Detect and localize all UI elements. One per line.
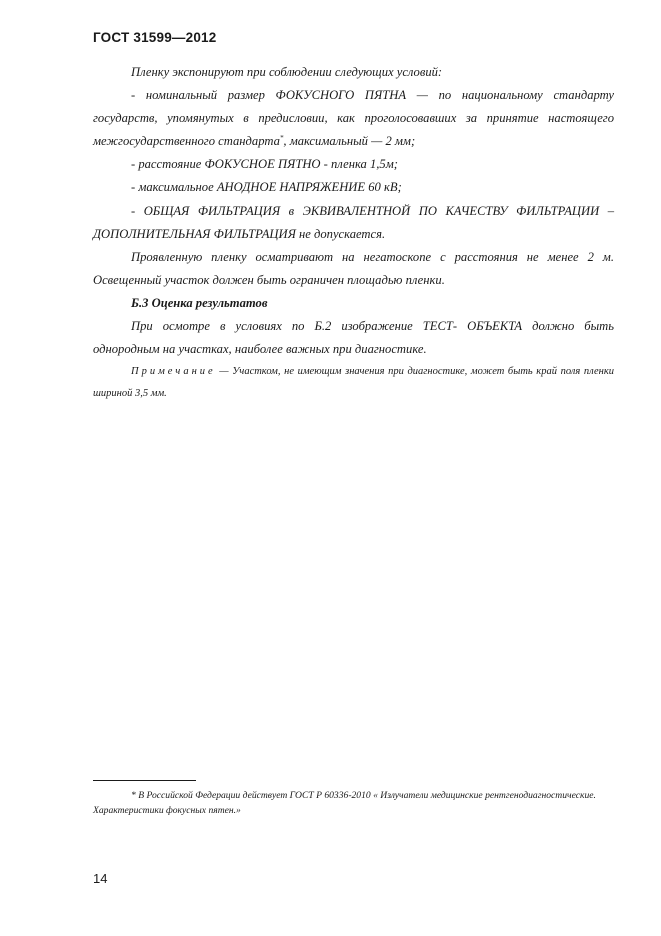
paragraph-conditions-intro: Пленку экспонируют при соблюдении следующих условий:: [131, 65, 443, 79]
main-text: [93, 61, 614, 405]
paragraph-distance: - расстояние ФОКУСНОЕ ПЯТНО - пленка 1,5м;: [131, 157, 398, 172]
note-text: — Участком, не имеющим значения при диагностике, может быть край поля пленки шириной 3,5 мм.: [93, 366, 614, 400]
note-label: Примечание: [131, 366, 216, 378]
note: [93, 361, 614, 405]
paragraph-evaluation: При осмотре в условиях по Б.2 изображение ТЕСТ- ОБЪЕКТА должно быть однородным на участках, наиболее важных при диагностике.: [93, 319, 614, 357]
paragraph-filtration: - ОБЩАЯ ФИЛЬТРАЦИЯ в ЭКВИВАЛЕНТНОЙ ПО КАЧЕСТВУ ФИЛЬТРАЦИИ – ДОПОЛНИТЕЛЬНАЯ ФИЛЬТРАЦИЯ не допускается.: [93, 203, 614, 241]
document-header: ГОСТ 31599—2012: [93, 30, 217, 45]
paragraph-viewing: Проявленную пленку осматривают на негатоскопе с расстояния не менее 2 м. Освещенный участок должен быть ограничен площадью пленки.: [93, 249, 614, 287]
page-number: 14: [93, 871, 108, 886]
focal-spot-size-text: - номинальный размер ФОКУСНОГО ПЯТНА — по национальному стандарту государств, упомянутых в предисловии, как проголосовавших за принятие настоящего межгосударственного стандарта: [93, 88, 614, 149]
footnote: [93, 788, 614, 818]
focal-spot-size-tail: , максимальный — 2 мм;: [283, 134, 416, 149]
footnote-text: * В Российской Федерации действует ГОСТ Р 60336-2010 « Излучатели медицинские рентгенодиагностические. Характеристики фокусных пятен.»: [93, 790, 596, 816]
section-heading: Б.3 Оценка результатов: [131, 295, 268, 310]
footnote-marker: *: [279, 134, 284, 143]
paragraph-focal-spot-size: [93, 84, 614, 153]
footnote-separator: [93, 780, 196, 781]
paragraph-anode-voltage: - максимальное АНОДНОЕ НАПРЯЖЕНИЕ 60 кВ;: [131, 180, 402, 195]
